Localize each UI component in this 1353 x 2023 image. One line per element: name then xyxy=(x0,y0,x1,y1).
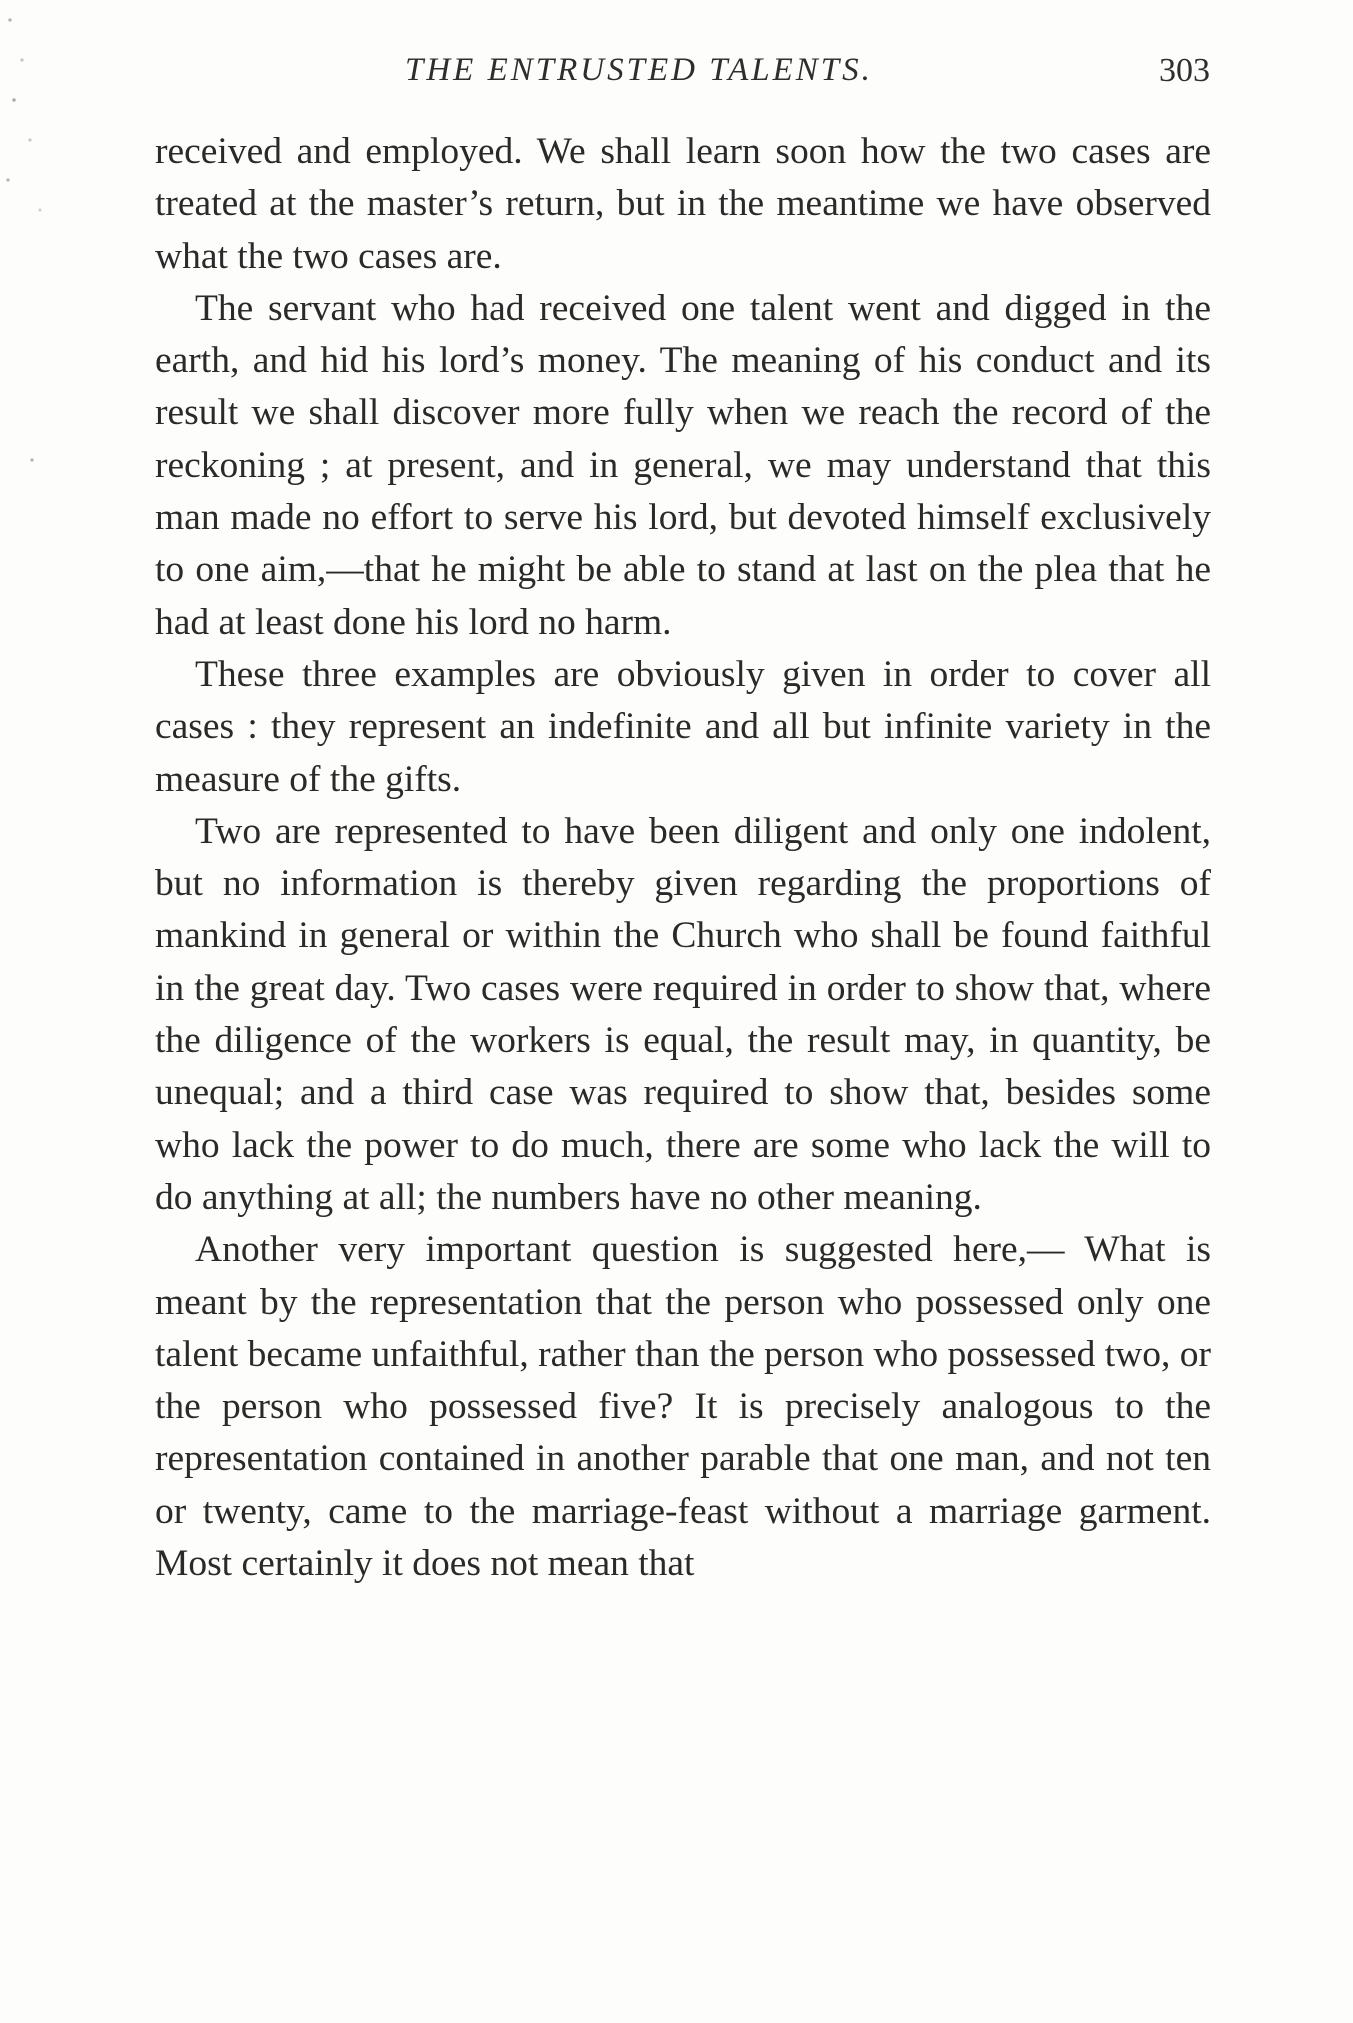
running-head xyxy=(150,52,1210,102)
page-gutter-speckle xyxy=(0,0,60,520)
page-number: 303 xyxy=(1159,52,1210,89)
running-title: THE ENTRUSTED TALENTS. xyxy=(405,52,873,88)
paragraph-3: These three examples are obviously given in order to cover all cases : they represent an indefinite and all but infinite variety in the measure of the gifts. xyxy=(155,653,1211,800)
paragraph-2: The servant who had received one talent went and digged in the earth, and hid his lord’s money. The meaning of his conduct and its result we shall discover more fully when we reach the record of the reckoning ; at present, and in general, we may understand that this man made no effort to serve his lord, but devoted himself exclusively to one aim,—that he might be able to stand at last on the plea that he had at least done his lord no harm. xyxy=(155,287,1211,643)
paragraph-4: Two are represented to have been diligent and only one indolent, but no information is thereby given regarding the proportions of mankind in general or within the Church who shall be found faithful in the great day. Two cases were required in order to show that, where the diligence of the workers is equal, the result may, in quantity, be unequal; and a third case was required to show that, besides some who lack the power to do much, there are some who lack the will to do anything at all; the numbers have no other meaning. xyxy=(155,810,1211,1218)
paragraph-5: Another very important question is suggested here,— What is meant by the representation that the person who possessed only one talent became unfaithful, rather than the person who possessed two, or the person who possessed five? It is precisely analogous to the representation contained in another parable that one man, and not ten or twenty, came to the marriage-feast without a marriage garment. Most certainly it does not mean that xyxy=(155,1229,1211,1585)
body-text xyxy=(155,126,1211,1590)
paragraph-1: received and employed. We shall learn soon how the two cases are treated at the master’s return, but in the meantime we have observed what the two cases are. xyxy=(155,131,1211,277)
